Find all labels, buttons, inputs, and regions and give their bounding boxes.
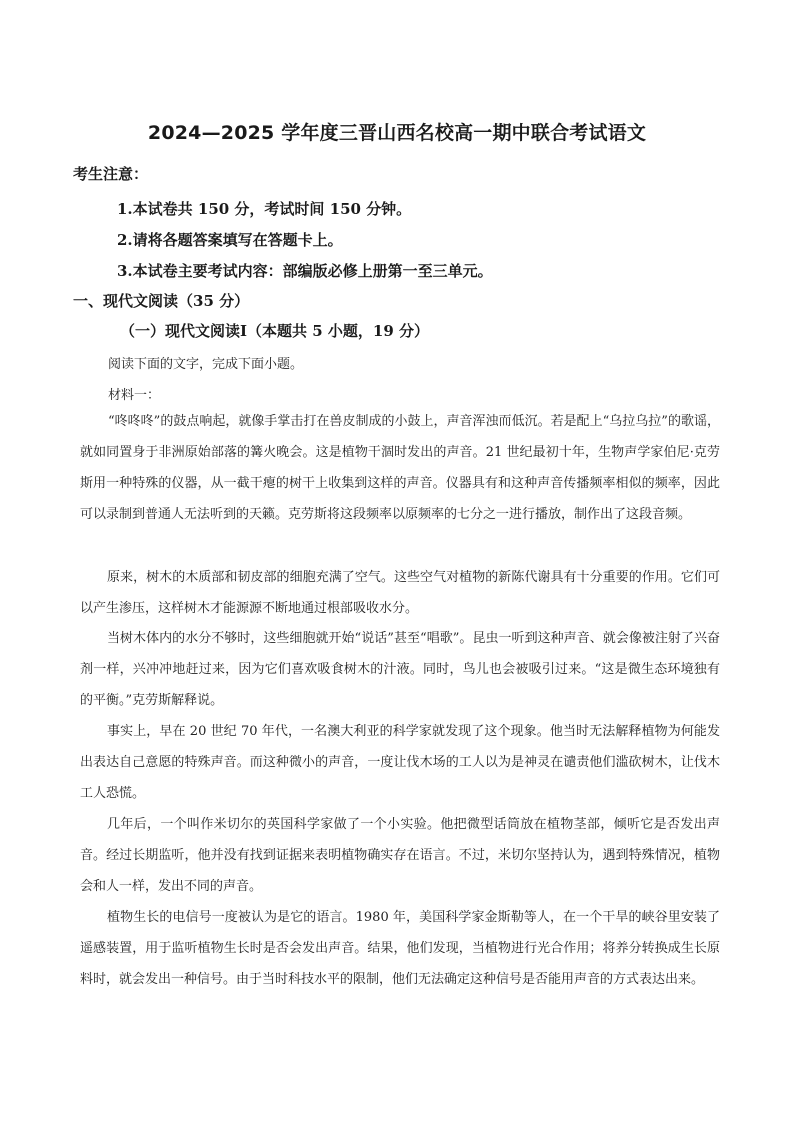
- body-paragraph: 事实上，早在 20 世纪 70 年代，一名澳大利亚的科学家就发现了这个现象。他当时无法解释植物为何能发出表达自己意愿的特殊声音。而这种微小的声音，一度让伐木场的工人以为是神灵在谴责他们滥砍树木，让伐木工人恐慌。: [80, 724, 720, 801]
- body-paragraph: 原来，树木的木质部和韧皮部的细胞充满了空气。这些空气对植物的新陈代谢具有十分重要的作用。它们可以产生渗压，这样树木才能源源不断地通过根部吸收水分。: [80, 570, 720, 616]
- section-heading: 一、现代文阅读（35 分）: [73, 292, 250, 310]
- body-paragraph: 当树木体内的水分不够时，这些细胞就开始“说话”甚至“唱歌”。昆虫一听到这种声音、就会像被注射了兴奋剂一样，兴冲冲地赶过来，因为它们喜欢吸食树木的汁液。同时，鸟儿也会被吸引过来。“这是微生态环境独有的平衡。”克劳斯解释说。: [80, 631, 720, 708]
- body-paragraph: 几年后，一个叫作米切尔的英国科学家做了一个小实验。他把微型话筒放在植物茎部，倾听它是否发出声音。经过长期监听，他并没有找到证据来表明植物确实存在语言。不过，米切尔坚持认为，遇到特殊情况，植物会和人一样，发出不同的声音。: [80, 817, 720, 894]
- notice-item: 1.本试卷共 150 分，考试时间 150 分钟。: [117, 200, 412, 218]
- body-paragraph: “咚咚咚”的鼓点响起，就像手掌击打在兽皮制成的小鼓上，声音浑浊而低沉。若是配上“乌拉乌拉”的歌谣，就如同置身于非洲原始部落的篝火晚会。这是植物干涸时发出的声音。21 世纪最初十年，生物声学家伯尼·克劳斯用一种特殊的仪器，从一截干瘪的树干上收集到这样的声音。仪器具有和这种声音传播频率相似的频率，因此可以录制到普通人无法听到的天籁。克劳斯将这段频率以原频率的七分之一进行播放，制作出了这段音频。: [80, 414, 720, 522]
- notice-item: 3.本试卷主要考试内容：部编版必修上册第一至三单元。: [117, 262, 493, 280]
- notice-item: 2.请将各题答案填写在答题卡上。: [117, 231, 343, 249]
- subsection-heading: （一）现代文阅读Ⅰ（本题共 5 小题，19 分）: [120, 322, 429, 340]
- body-paragraph: 植物生长的电信号一度被认为是它的语言。1980 年，美国科学家金斯勒等人，在一个干旱的峡谷里安装了遥感装置，用于监听植物生长时是否会发出声音。结果，他们发现，当植物进行光合作用；将养分转换成生长原料时，就会发出一种信号。由于当时科技水平的限制，他们无法确定这种信号是否能用声音的方式表达出来。: [80, 910, 720, 987]
- notice-label: 考生注意：: [73, 165, 149, 183]
- material-label: 材料一：: [108, 388, 161, 403]
- page-title: 2024—2025 学年度三晋山西名校高一期中联合考试语文: [147, 122, 647, 144]
- reading-instruction: 阅读下面的文字，完成下面小题。: [108, 357, 304, 372]
